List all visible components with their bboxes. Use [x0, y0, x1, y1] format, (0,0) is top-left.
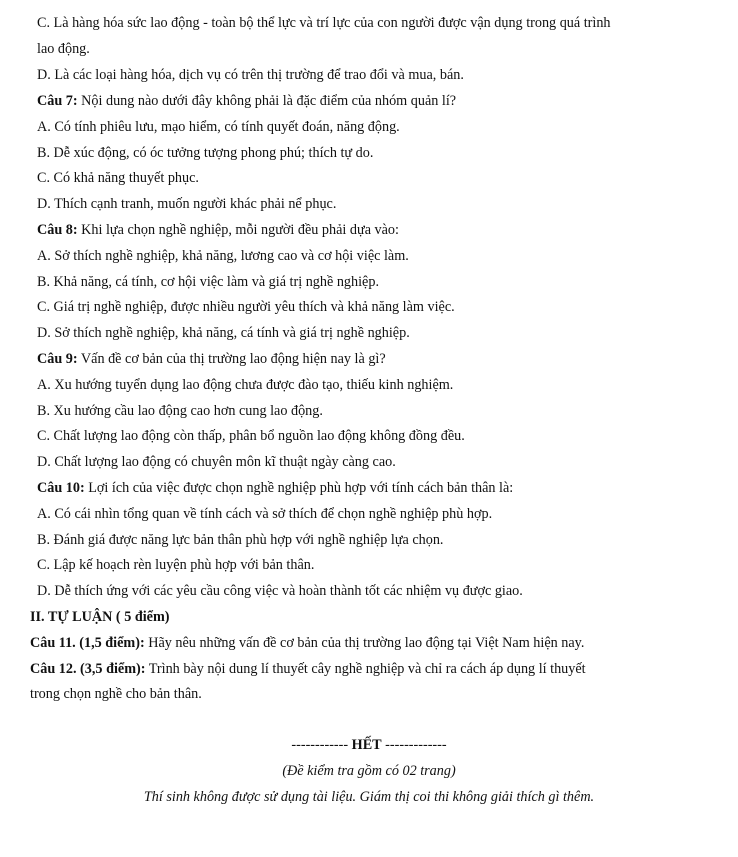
option-line: B. Khả năng, cá tính, cơ hội việc làm và giá trị nghề nghiệp. — [37, 274, 379, 290]
question-label: Câu 8: — [37, 222, 78, 238]
end-marker — [0, 733, 738, 759]
question-12-continued: trong chọn nghề cho bản thân. — [30, 686, 202, 702]
option-line: D. Thích cạnh tranh, muốn người khác phải nể phục. — [37, 196, 337, 212]
question-text: Vấn đề cơ bản của thị trường lao động hiện nay là gì? — [77, 351, 386, 367]
option-line: B. Xu hướng cầu lao động cao hơn cung lao động. — [37, 403, 323, 419]
question-8 — [37, 218, 399, 244]
question-7 — [37, 89, 456, 115]
page-count-note: (Đề kiểm tra gồm có 02 trang) — [282, 763, 456, 779]
question-12 — [30, 657, 586, 683]
option-line: C. Lập kế hoạch rèn luyện phù hợp với bản thân. — [37, 557, 315, 573]
question-label: Câu 12. (3,5 điểm): — [30, 661, 146, 677]
end-dashes-left: ------------ — [291, 737, 349, 753]
question-text: Nội dung nào dưới đây không phải là đặc điểm của nhóm quản lí? — [77, 93, 457, 109]
option-line-continued: lao động. — [37, 41, 90, 57]
end-dashes-right: ------------- — [385, 737, 447, 753]
question-11 — [30, 631, 584, 657]
option-line: D. Dễ thích ứng với các yêu cầu công việc và hoàn thành tốt các nhiệm vụ được giao. — [37, 583, 523, 599]
question-text: Hãy nêu những vấn đề cơ bản của thị trường lao động tại Việt Nam hiện nay. — [144, 635, 585, 651]
option-line: A. Có tính phiêu lưu, mạo hiểm, có tính quyết đoán, năng động. — [37, 119, 400, 135]
footer-instruction: Thí sinh không được sử dụng tài liệu. Giám thị coi thi không giải thích gì thêm. — [143, 789, 595, 805]
option-line: C. Là hàng hóa sức lao động - toàn bộ thể lực và trí lực của con người được vận dụng trong quá trình — [37, 15, 611, 31]
option-line: C. Chất lượng lao động còn thấp, phân bổ nguồn lao động không đồng đều. — [37, 428, 465, 444]
question-10 — [37, 476, 513, 502]
option-line: B. Đánh giá được năng lực bản thân phù hợp với nghề nghiệp lựa chọn. — [37, 532, 444, 548]
option-line: D. Sở thích nghề nghiệp, khả năng, cá tính và giá trị nghề nghiệp. — [37, 325, 410, 341]
option-line: C. Giá trị nghề nghiệp, được nhiều người yêu thích và khả năng làm việc. — [37, 299, 455, 315]
option-line: A. Sở thích nghề nghiệp, khả năng, lương cao và cơ hội việc làm. — [37, 248, 409, 264]
option-line: D. Chất lượng lao động có chuyên môn kĩ thuật ngày càng cao. — [37, 454, 396, 470]
question-text: Lợi ích của việc được chọn nghề nghiệp phù hợp với tính cách bản thân là: — [84, 480, 514, 496]
question-label: Câu 11. (1,5 điểm): — [30, 635, 145, 651]
option-line: B. Dễ xúc động, có óc tưởng tượng phong phú; thích tự do. — [37, 145, 374, 161]
question-text: Khi lựa chọn nghề nghiệp, mỗi người đều phải dựa vào: — [77, 222, 399, 238]
question-9 — [37, 347, 386, 373]
option-line: A. Xu hướng tuyển dụng lao động chưa được đào tạo, thiếu kinh nghiệm. — [37, 377, 454, 393]
option-line: D. Là các loại hàng hóa, dịch vụ có trên thị trường để trao đổi và mua, bán. — [37, 67, 464, 83]
question-label: Câu 7: — [37, 93, 78, 109]
option-line: A. Có cái nhìn tổng quan về tính cách và sở thích để chọn nghề nghiệp phù hợp. — [37, 506, 493, 522]
question-text: Trình bày nội dung lí thuyết cây nghề nghiệp và chỉ ra cách áp dụng lí thuyết — [145, 661, 586, 677]
question-label: Câu 9: — [37, 351, 78, 367]
end-word: HẾT — [351, 737, 382, 753]
option-line: C. Có khả năng thuyết phục. — [37, 170, 199, 186]
section-title: II. TỰ LUẬN ( 5 điểm) — [30, 609, 170, 625]
question-label: Câu 10: — [37, 480, 85, 496]
